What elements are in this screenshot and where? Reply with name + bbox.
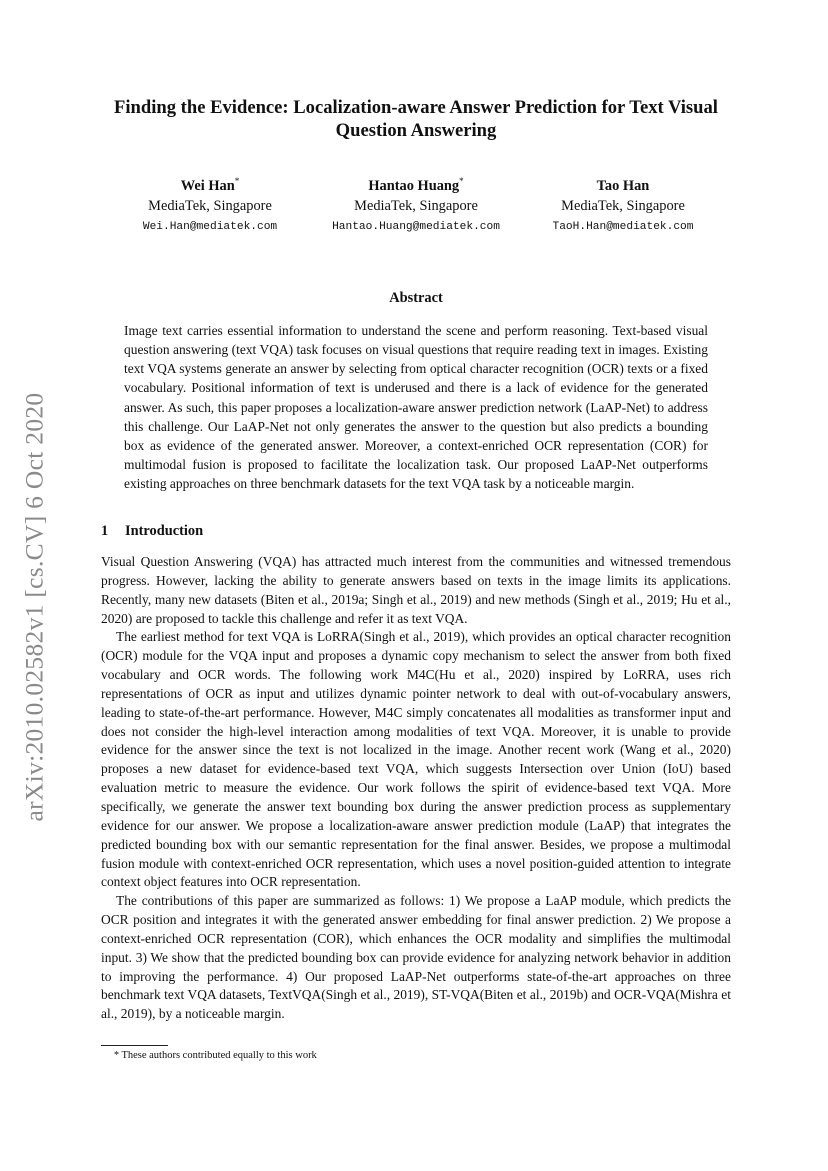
author-block-2 — [306, 172, 526, 238]
author-email: Hantao.Huang@mediatek.com — [332, 220, 500, 233]
author-email: TaoH.Han@mediatek.com — [552, 220, 694, 233]
author-name: Tao Han — [596, 177, 650, 194]
author-email: Wei.Han@mediatek.com — [142, 220, 278, 233]
arxiv-identifier-text: arXiv:2010.02582v1 [cs.CV] 6 Oct 2020 — [19, 392, 48, 822]
paragraph: Visual Question Answering (VQA) has attracted much interest from the communities and witnessed tremendous progress. However, lacking the ability to generate answers based on texts in the image limits its applications. Recently, many new datasets (Biten et al., 2019a; Singh et al., 2019) and new methods (Singh et al., 2019; Hu et al., 2020) are proposed to tackle this challenge and refer it as text VQA. — [101, 554, 731, 626]
arxiv-identifier-stamp — [14, 372, 54, 842]
author-block-1 — [110, 172, 310, 238]
equal-contribution-mark: * — [459, 176, 464, 186]
author-name: Wei Han* — [180, 176, 240, 194]
abstract-text: Image text carries essential information to understand the scene and perform reasoning. Text-based visual question answering (text VQA) task focuses on visual questions that require reading text in images. Existing text VQA systems generate an answer by selecting from optical character recognition (OCR) texts or a fixed vocabulary. Positional information of text is underused and there is a lack of evidence for the generated answer. As such, this paper proposes a localization-aware answer prediction network (LaAP-Net) to address this challenge. Our LaAP-Net not only generates the answer to the question but also predicts a bounding box as evidence of the generated answer. Moreover, a context-enriched OCR representation (COR) for multimodal fusion is proposed to facilitate the localization task. Our proposed LaAP-Net outperforms existing approaches on three benchmark datasets for the text VQA task by a noticeable margin. — [124, 323, 708, 492]
introduction-body — [101, 553, 731, 1024]
author-block-3 — [523, 172, 723, 238]
paragraph: The earliest method for text VQA is LoRRA(Singh et al., 2019), which provides an optical character recognition (OCR) module for the VQA input and proposes a dynamic copy mechanism to select the answer from both fixed vocabulary and OCR words. The following work M4C(Hu et al., 2020) inspired by LoRRA, uses rich representations of OCR as input and utilizes dynamic pointer network to deal with out-of-vocabulary answers, leading to state-of-the-art performance. However, M4C simply concatenates all modalities as transformer input and does not consider the high-level interaction among modalities of text VQA. Moreover, it is unable to provide evidence for the answer since the text is not localized in the image. Another recent work (Wang et al., 2020) proposes a new dataset for evidence-based text VQA, which suggests Intersection over Union (IoU) based evaluation metric to measure the evidence. Our work follows the spirit of evidence-based text VQA. More specifically, we generate the answer text bounding box during the answer prediction process as supplementary evidence for our answer. We propose a localization-aware answer prediction module (LaAP) that integrates the predicted bounding box with our semantic representation for the final answer. Besides, we propose a multimodal fusion module with context-enriched OCR representation, which uses a novel position-guided attention to integrate context object features into OCR representation. — [101, 629, 731, 890]
abstract-heading: Abstract — [389, 290, 443, 306]
author-affiliation: MediaTek, Singapore — [148, 197, 272, 214]
footnote-mark: * — [114, 1050, 119, 1061]
section-title: Introduction — [125, 523, 204, 539]
author-affiliation: MediaTek, Singapore — [561, 197, 685, 214]
author-affiliation: MediaTek, Singapore — [354, 197, 478, 214]
paragraph: The contributions of this paper are summarized as follows: 1) We propose a LaAP module, which predicts the OCR position and integrates it with the generated answer embedding for final answer prediction. 2) We propose a context-enriched OCR representation (COR), which enhances the OCR modality and simplifies the multimodal input. 3) We show that the predicted bounding box can provide evidence for analyzing network behavior in addition to improving the performance. 4) Our proposed LaAP-Net outperforms state-of-the-art approaches on three benchmark text VQA datasets, TextVQA(Singh et al., 2019), ST-VQA(Biten et al., 2019b) and OCR-VQA(Mishra et al., 2019), by a noticeable margin. — [101, 893, 731, 1022]
equal-contribution-mark: * — [234, 176, 240, 186]
footnote-rule — [101, 1045, 168, 1046]
section-heading — [101, 521, 203, 541]
footnote — [114, 1049, 317, 1063]
paper-title: Finding the Evidence: Localization-aware Answer Prediction for Text Visual Question Answering — [114, 97, 718, 141]
section-number: 1 — [101, 523, 109, 539]
author-name: Hantao Huang* — [368, 176, 464, 194]
footnote-text: These authors contributed equally to this work — [121, 1050, 317, 1061]
